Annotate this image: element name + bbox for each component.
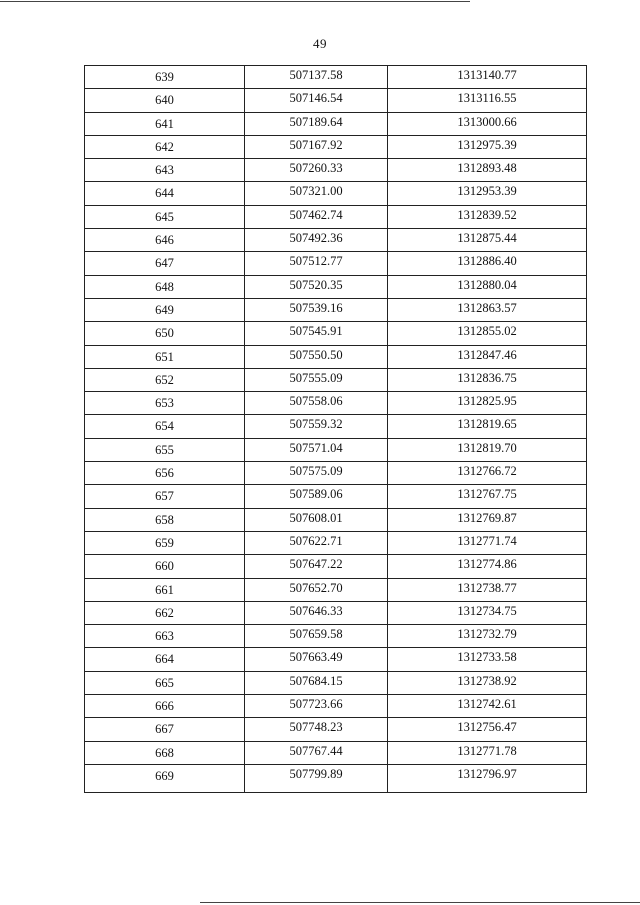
table-row [85, 89, 587, 112]
y-coordinate-cell: 1312734.75 [388, 601, 587, 624]
point-number-cell: 647 [85, 252, 245, 275]
y-coordinate-cell: 1312771.74 [388, 531, 587, 554]
coordinate-table [84, 65, 587, 793]
y-coordinate-cell: 1312819.70 [388, 438, 587, 461]
x-coordinate-cell: 507137.58 [245, 66, 388, 89]
point-number-cell: 657 [85, 485, 245, 508]
y-coordinate-cell: 1312886.40 [388, 252, 587, 275]
x-coordinate-cell: 507571.04 [245, 438, 388, 461]
point-number-cell: 658 [85, 508, 245, 531]
x-coordinate-cell: 507646.33 [245, 601, 388, 624]
table-row [85, 764, 587, 792]
table-row [85, 601, 587, 624]
point-number-cell: 652 [85, 368, 245, 391]
point-number-cell: 644 [85, 182, 245, 205]
x-coordinate-cell: 507520.35 [245, 275, 388, 298]
y-coordinate-cell: 1312738.92 [388, 671, 587, 694]
point-number-cell: 667 [85, 718, 245, 741]
x-coordinate-cell: 507559.32 [245, 415, 388, 438]
table-row [85, 485, 587, 508]
x-coordinate-cell: 507575.09 [245, 462, 388, 485]
point-number-cell: 659 [85, 531, 245, 554]
table-row [85, 205, 587, 228]
table-row [85, 275, 587, 298]
point-number-cell: 654 [85, 415, 245, 438]
scan-edge-line-top [0, 1, 470, 2]
y-coordinate-cell: 1312893.48 [388, 159, 587, 182]
x-coordinate-cell: 507652.70 [245, 578, 388, 601]
point-number-cell: 651 [85, 345, 245, 368]
y-coordinate-cell: 1312774.86 [388, 555, 587, 578]
table-row [85, 392, 587, 415]
point-number-cell: 660 [85, 555, 245, 578]
y-coordinate-cell: 1312825.95 [388, 392, 587, 415]
y-coordinate-cell: 1312738.77 [388, 578, 587, 601]
x-coordinate-cell: 507260.33 [245, 159, 388, 182]
y-coordinate-cell: 1312769.87 [388, 508, 587, 531]
y-coordinate-cell: 1312863.57 [388, 298, 587, 321]
x-coordinate-cell: 507512.77 [245, 252, 388, 275]
point-number-cell: 663 [85, 625, 245, 648]
point-number-cell: 655 [85, 438, 245, 461]
y-coordinate-cell: 1312796.97 [388, 764, 587, 792]
y-coordinate-cell: 1312771.78 [388, 741, 587, 764]
point-number-cell: 649 [85, 298, 245, 321]
x-coordinate-cell: 507321.00 [245, 182, 388, 205]
x-coordinate-cell: 507550.50 [245, 345, 388, 368]
y-coordinate-cell: 1312819.65 [388, 415, 587, 438]
table-row [85, 368, 587, 391]
x-coordinate-cell: 507492.36 [245, 229, 388, 252]
x-coordinate-cell: 507462.74 [245, 205, 388, 228]
point-number-cell: 648 [85, 275, 245, 298]
table-row [85, 322, 587, 345]
table-row [85, 648, 587, 671]
table-row [85, 741, 587, 764]
table-row [85, 66, 587, 89]
x-coordinate-cell: 507647.22 [245, 555, 388, 578]
y-coordinate-cell: 1312839.52 [388, 205, 587, 228]
table-row [85, 345, 587, 368]
point-number-cell: 640 [85, 89, 245, 112]
table-row [85, 462, 587, 485]
point-number-cell: 666 [85, 695, 245, 718]
table-row [85, 159, 587, 182]
x-coordinate-cell: 507622.71 [245, 531, 388, 554]
table-row [85, 438, 587, 461]
coordinate-table-body [85, 66, 587, 793]
point-number-cell: 664 [85, 648, 245, 671]
point-number-cell: 639 [85, 66, 245, 89]
point-number-cell: 641 [85, 112, 245, 135]
x-coordinate-cell: 507608.01 [245, 508, 388, 531]
y-coordinate-cell: 1312742.61 [388, 695, 587, 718]
x-coordinate-cell: 507589.06 [245, 485, 388, 508]
point-number-cell: 645 [85, 205, 245, 228]
y-coordinate-cell: 1312975.39 [388, 135, 587, 158]
point-number-cell: 669 [85, 764, 245, 792]
y-coordinate-cell: 1312767.75 [388, 485, 587, 508]
table-row [85, 508, 587, 531]
point-number-cell: 668 [85, 741, 245, 764]
x-coordinate-cell: 507539.16 [245, 298, 388, 321]
table-row [85, 555, 587, 578]
point-number-cell: 646 [85, 229, 245, 252]
x-coordinate-cell: 507545.91 [245, 322, 388, 345]
point-number-cell: 650 [85, 322, 245, 345]
point-number-cell: 653 [85, 392, 245, 415]
point-number-cell: 643 [85, 159, 245, 182]
x-coordinate-cell: 507146.54 [245, 89, 388, 112]
page-number: 49 [313, 36, 327, 51]
y-coordinate-cell: 1313000.66 [388, 112, 587, 135]
table-row [85, 112, 587, 135]
point-number-cell: 656 [85, 462, 245, 485]
table-row [85, 182, 587, 205]
x-coordinate-cell: 507723.66 [245, 695, 388, 718]
table-row [85, 252, 587, 275]
x-coordinate-cell: 507167.92 [245, 135, 388, 158]
y-coordinate-cell: 1313116.55 [388, 89, 587, 112]
y-coordinate-cell: 1312836.75 [388, 368, 587, 391]
x-coordinate-cell: 507555.09 [245, 368, 388, 391]
table-row [85, 578, 587, 601]
y-coordinate-cell: 1312847.46 [388, 345, 587, 368]
table-row [85, 625, 587, 648]
x-coordinate-cell: 507189.64 [245, 112, 388, 135]
point-number-cell: 665 [85, 671, 245, 694]
x-coordinate-cell: 507663.49 [245, 648, 388, 671]
table-row [85, 298, 587, 321]
x-coordinate-cell: 507684.15 [245, 671, 388, 694]
table-row [85, 229, 587, 252]
x-coordinate-cell: 507748.23 [245, 718, 388, 741]
point-number-cell: 662 [85, 601, 245, 624]
point-number-cell: 661 [85, 578, 245, 601]
y-coordinate-cell: 1312732.79 [388, 625, 587, 648]
table-row [85, 671, 587, 694]
table-row [85, 415, 587, 438]
table-row [85, 695, 587, 718]
table-row [85, 135, 587, 158]
scan-edge-line-bottom [200, 902, 640, 903]
y-coordinate-cell: 1312875.44 [388, 229, 587, 252]
y-coordinate-cell: 1312953.39 [388, 182, 587, 205]
x-coordinate-cell: 507799.89 [245, 764, 388, 792]
y-coordinate-cell: 1312733.58 [388, 648, 587, 671]
y-coordinate-cell: 1313140.77 [388, 66, 587, 89]
table-row [85, 531, 587, 554]
y-coordinate-cell: 1312880.04 [388, 275, 587, 298]
point-number-cell: 642 [85, 135, 245, 158]
y-coordinate-cell: 1312756.47 [388, 718, 587, 741]
x-coordinate-cell: 507659.58 [245, 625, 388, 648]
y-coordinate-cell: 1312766.72 [388, 462, 587, 485]
x-coordinate-cell: 507767.44 [245, 741, 388, 764]
x-coordinate-cell: 507558.06 [245, 392, 388, 415]
table-row [85, 718, 587, 741]
y-coordinate-cell: 1312855.02 [388, 322, 587, 345]
